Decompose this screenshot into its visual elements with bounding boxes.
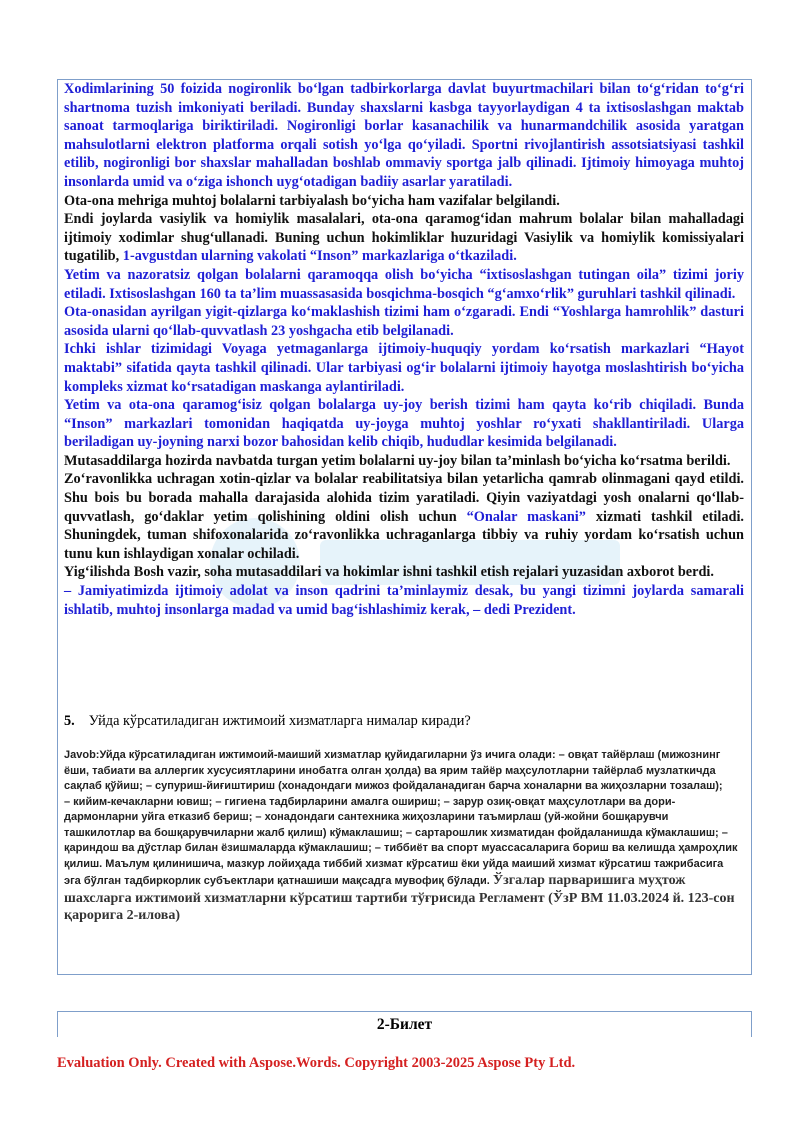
answer-text: Уйда кўрсатиладиган ижтимоий-маиший хизматлар қуйидагиларни ўз ичига олади: – овқат тайёрлаш (мижознинг ёши, табиати ва аллергик хусусиятларини инобатга олган ҳолда) ва ярим тайёр маҳсулотларни тайёрлаб музлаткичда сақлаб қўйиш; – супуриш-йиғиштириш (хонадондаги мижоз фойдаланадиган барча хоналарни ва жиҳозларни тозалаш); – кийим-кечакларни ювиш; – гигиена тадбирларини амалга ошириш; – зарур озиқ-овқат маҳсулотлари ва дори-дармонларни уйга етказиб бериш; – хонадондаги сантехника жиҳозларини таъмирлаш (уй-жойни бошқарувчи ташкилотлар ва бошқарувчиларни жалб қилиш) кўмаклашиш; – сартарошлик хизматидан фойдаланишда кўмаклашиш; – қариндош ва дўстлар билан ёзишмаларда кўмаклашиш; – тиббиёт ва спорт муассасаларига бориш ва келишда ҳамроҳлик қилиш. Маълум қилинишича, мазкур лойиҳада тиббий хизмат кўрсатиш ёки уйда маиший хизмат кўрсатиш тажрибасига эга бўлган тадбиркорлик субъектлари қатнашиши мақсадга мувофиқ бўлади. (64, 749, 738, 887)
paragraph-6: Ichki ishlar tizimidagi Voyaga yetmaganlarga ijtimoiy-huquqiy yordam ko‘rsatish markazlari “Hayot maktabi” sifatida qayta tashkil qilinadi. Ular tarbiyasi og‘ir bolalarni ijtimoiy hayotga moslashtirish bo‘yicha kompleks xizmat ko‘rsatadigan maskanga aylantiriladi. (64, 341, 744, 395)
answer (64, 748, 742, 925)
paragraph-7: Yetim va ota-ona qaramog‘isiz qolgan bolalarga uy-joy berish tizimi ham qayta ko‘rib chiqiladi. Bunda “Inson” markazlari tomonidan haqiqatda uy-joyga muhtoj yoshlar ro‘yxati shakllantiriladi. Ularga beriladigan uy-joyning narxi bozor bahosidan kelib chiqib, hududlar kesimida belgilanadi. (64, 397, 744, 451)
paragraph-9 (64, 470, 744, 563)
paragraph-9-black-2: xizmati tashkil etiladi. Shuningdek, tuman shifoxonalarida zo‘ravonlikka uchraganlarga tibbiy va ruhiy yordam ko‘rsatish uchun tunu kun ishlaydigan xonalar ochiladi. (64, 508, 745, 562)
paragraph-3-blue: 1-avgustdan ularning vakolati “Inson” markazlariga o‘tkaziladi. (122, 248, 517, 265)
paragraph-3 (64, 210, 744, 266)
paragraph-8: Mutasaddilarga hozirda navbatda turgan yetim bolalarni uy-joy bilan ta’minlash bo‘yicha ko‘rsatma berildi. (64, 452, 731, 469)
evaluation-notice: Evaluation Only. Created with Aspose.Words. Copyright 2003-2025 Aspose Pty Ltd. (57, 1055, 576, 1071)
paragraph-1: Xodimlarining 50 foizida nogironlik bo‘lgan tadbirkorlarga davlat buyurtmachilari bilan to‘g‘ridan to‘g‘ri shartnoma tuzish imkoniyati beriladi. Bunday shaxslarni kasbga tayyorlaydigan 4 ta ixtisoslashgan maktab sanoat tarmoqlariga biriktiriladi. Nogironligi borlar kasanachilik va hunarmandchilik asosida yaratgan mahsulotlarni elektron platforma orqali sotish yo‘lga qo‘yiladi. Sportni rivojlantirish assotsiatsiyasi tashkil etilib, nogironligi bor shaxslar mahalladan boshlab ommaviy sportga jalb qilinadi. Ijtimoiy himoyaga muhtoj insonlarda umid va o‘ziga ishonch uyg‘otadigan badiiy asarlar yaratiladi. (64, 81, 744, 190)
ticket-header (57, 1011, 752, 1037)
ticket-title: 2-Билет (376, 1016, 433, 1033)
answer-label: Javob: (64, 749, 100, 761)
paragraph-9-blue: “Onalar maskani” (466, 508, 586, 525)
paragraph-3-black: Endi joylarda vasiylik va homiylik masalalari, ota-ona qaramog‘idan mahrum bolalar bilan mahalladagi ijtimoiy xodimlar shug‘ullanadi. Buning uchun hokimliklar huzuridagi Vasiylik va homiylik komissiyalari tugatilib, (64, 211, 744, 265)
paragraph-9-black-1: Zo‘ravonlikka uchragan xotin-qizlar va bolalar reabilitatsiya bilan yetarlicha qamrab olinmagani qayd etildi. Shu bois bu borada mahalla darajasida alohida tizim yaratiladi. Qiyin vaziyatdagi yosh onalarni qo‘llab-quvvatlash, go‘daklar yetim qolishining oldini olish uchun (64, 471, 744, 525)
article-body (64, 80, 744, 619)
paragraph-2: Ota-ona mehriga muhtoj bolalarni tarbiyalash bo‘yicha ham vazifalar belgilandi. (64, 192, 560, 209)
paragraph-5: Ota-onasidan ayrilgan yigit-qizlarga ko‘maklashish tizimi ham o‘zgaradi. Endi “Yoshlarga hamrohlik” dasturi asosida ularni qo‘llab-quvvatlash 23 yoshgacha etib belgilanadi. (64, 304, 744, 339)
question (64, 712, 744, 730)
question-text: Уйда кўрсатиладиган ижтимоий хизматларга нималар киради? (88, 713, 471, 729)
paragraph-11: – Jamiyatimizda ijtimoiy adolat va inson qadrini ta’minlaymiz desak, bu yangi tizimni joylarda samarali ishlatib, muhtoj insonlarga madad va umid bag‘ishlashimiz kerak, – dedi Prezident. (64, 583, 744, 618)
paragraph-4: Yetim va nazoratsiz qolgan bolalarni qaramoqqa olish bo‘yicha “ixtisoslashgan tutingan oila” tizimi joriy etiladi. Ixtisoslashgan 160 ta ta’lim muassasasida bosqichma-bosqich “g‘amxo‘rlik” guruhlari tashkil qilinadi. (64, 266, 744, 302)
answer-reference: Ўзгалар парваришига муҳтож шахсларга ижтимоий хизматларни кўрсатиш тартиби тўғрисида Регламент (ЎзР ВМ 11.03.2024 й. 123-сон қарорига 2-илова) (64, 873, 735, 923)
paragraph-10: Yig‘ilishda Bosh vazir, soha mutasaddilari va hokimlar ishni tashkil etish rejalari yuzasidan axborot berdi. (64, 564, 714, 581)
question-number: 5. (64, 713, 75, 729)
